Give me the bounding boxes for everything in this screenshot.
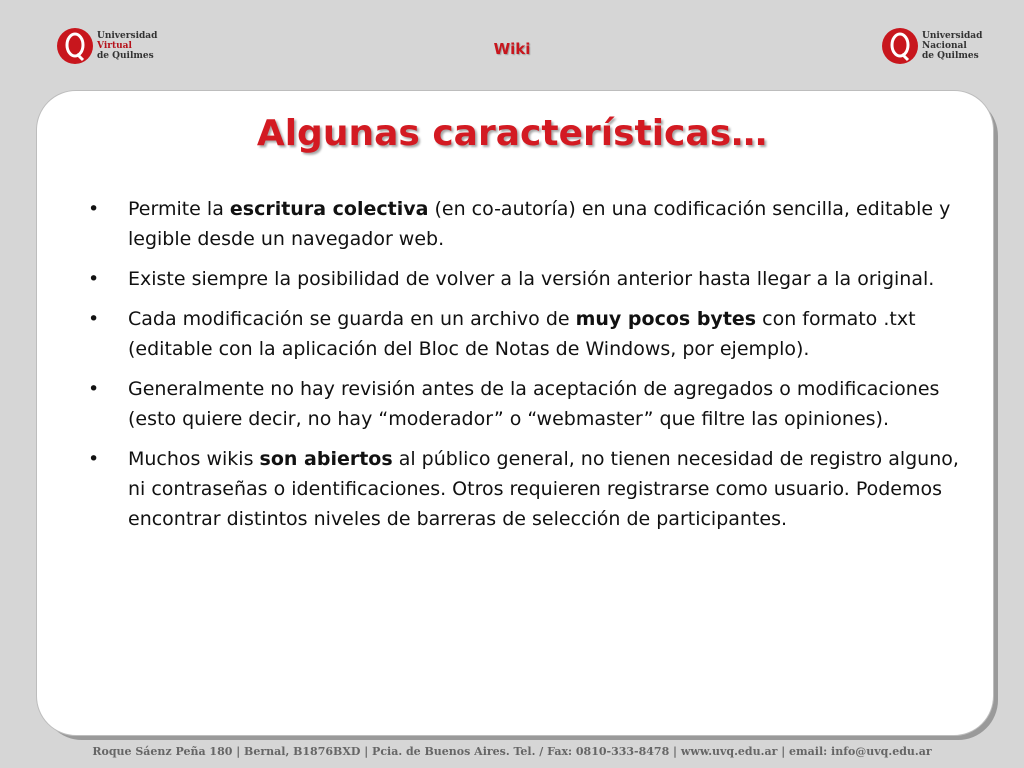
logo-text-left: Universidad Virtual de Quilmes [97,31,158,61]
bullet-item: • Cada modificación se guarda en un archivo de muy pocos bytes con formato .txt (editable con la aplicación del Bloc de Notas de Windows, por ejemplo). [86,304,972,364]
bullet-item: • Generalmente no hay revisión antes de la aceptación de agregados o modificaciones (esto quiere decir, no hay “moderador” o “webmaster” que filtre las opiniones). [86,374,972,434]
bullet-item: • Permite la escritura colectiva (en co-autoría) en una codificación sencilla, editable y legible desde un navegador web. [86,194,972,254]
slide-title: Algunas características… [256,113,768,154]
logo-text-right: Universidad Nacional de Quilmes [922,31,983,61]
logo-universidad-nacional [880,26,982,66]
bullet-item: • Existe siempre la posibilidad de volver a la versión anterior hasta llegar a la original. [86,264,972,294]
header-title: Wiki [493,40,531,58]
bullet-list [86,194,972,544]
bullet-item: • Muchos wikis son abiertos al público general, no tienen necesidad de registro alguno, ni contraseñas o identificaciones. Otros requieren registrarse como usuario. Podemos encontrar distintos niveles de barreras de selección de participantes. [86,444,972,534]
unq-q-icon [880,26,920,66]
footer-contact: Roque Sáenz Peña 180 | Bernal, B1876BXD | Pcia. de Buenos Aires. Tel. / Fax: 0810-333-8478 | www.uvq.edu.ar | email: info@uvq.edu.ar [92,745,932,758]
